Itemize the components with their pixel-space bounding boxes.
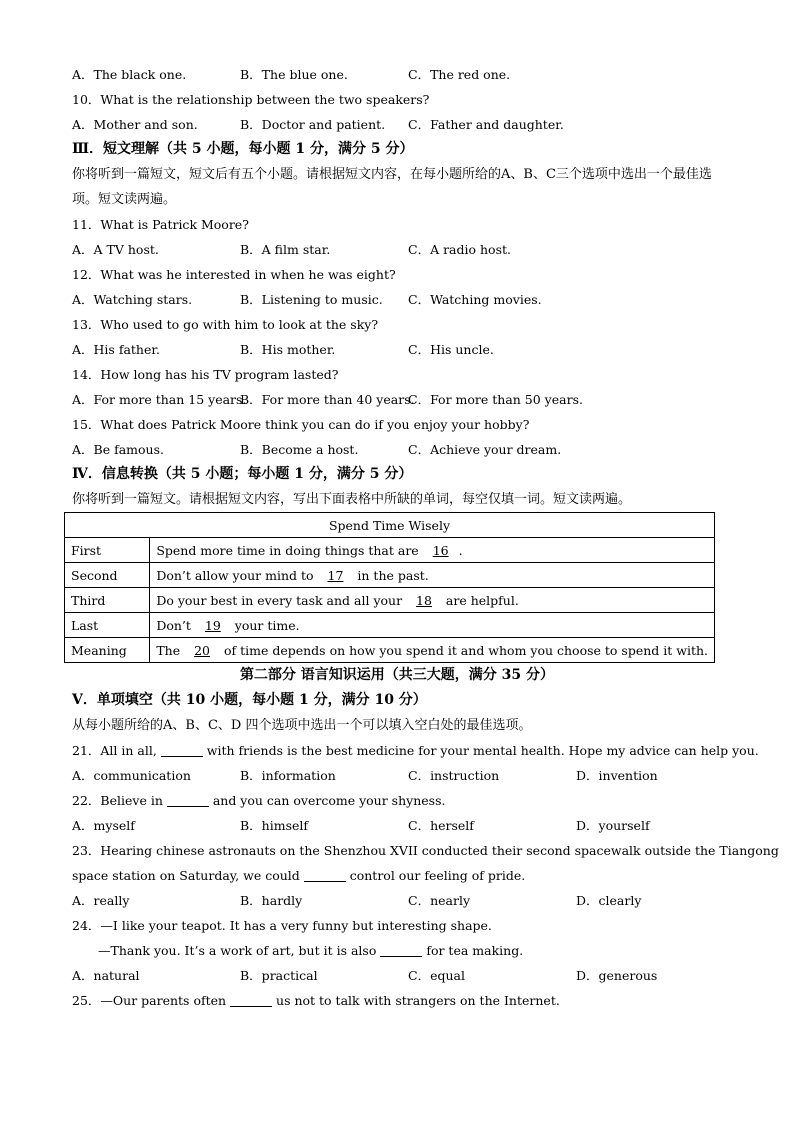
answer-blank	[230, 992, 272, 1007]
stem-text: and you can overcome your shyness.	[208, 793, 446, 808]
q22-option-c: C．herself	[408, 818, 474, 833]
q23-option-a: A．really	[72, 893, 130, 908]
q23-options	[72, 888, 722, 913]
q12-option-c: C．Watching movies.	[408, 292, 542, 307]
section3-title: Ⅲ．短文理解（共 5 小题，每小题 1 分，满分 5 分）	[72, 141, 414, 157]
q15-options	[72, 437, 722, 462]
q21-option-c: C．instruction	[408, 768, 500, 783]
q10-option-a: A．Mother and son.	[72, 117, 198, 132]
q15-option-c: C．Achieve your dream.	[408, 442, 562, 457]
stem-text: 25．—Our parents often	[72, 993, 231, 1008]
row-text: in the past.	[353, 567, 429, 583]
q12-stem: 12．What was he interested in when he was eight?	[72, 267, 396, 282]
stem-text: 21．All in all,	[72, 743, 161, 758]
q9-option-c: C．The red one.	[408, 67, 511, 82]
q13-option-a: A．His father.	[72, 342, 160, 357]
q12-option-a: A．Watching stars.	[72, 292, 193, 307]
table-row	[65, 638, 715, 663]
q24-option-d: D．generous	[576, 968, 658, 983]
blank-17: 17	[327, 567, 344, 583]
row-label: Second	[65, 563, 150, 588]
q15-option-b: B．Become a host.	[240, 442, 359, 457]
q9-option-a: A．The black one.	[72, 67, 187, 82]
q12-options	[72, 287, 722, 312]
q23-option-c: C．nearly	[408, 893, 470, 908]
stem-text: —Thank you. It’s a work of art, but it is also	[98, 943, 381, 958]
row-label: First	[65, 538, 150, 563]
q23-stem-line2	[72, 863, 722, 888]
section5-title: Ⅴ．单项填空（共 10 小题，每小题 1 分，满分 10 分）	[72, 692, 427, 708]
section4-instruction: 你将听到一篇短文。请根据短文内容，写出下面表格中所缺的单词，每空仅填一词。短文读两遍。	[72, 492, 632, 507]
q23-option-d: D．clearly	[576, 893, 642, 908]
table-row	[65, 613, 715, 638]
q22-option-d: D．yourself	[576, 818, 650, 833]
q21-option-d: D．invention	[576, 768, 658, 783]
row-label: Last	[65, 613, 150, 638]
table-title: Spend Time Wisely	[65, 513, 715, 538]
stem-text: for tea making.	[422, 943, 524, 958]
q14-option-c: C．For more than 50 years.	[408, 392, 583, 407]
row-text: Don’t allow your mind to	[156, 567, 318, 583]
q13-option-b: B．His mother.	[240, 342, 336, 357]
q15-stem: 15．What does Patrick Moore think you can do if you enjoy your hobby?	[72, 417, 530, 432]
row-text: your time.	[230, 617, 300, 633]
q11-option-a: A．A TV host.	[72, 242, 159, 257]
stem-text: control our feeling of pride.	[345, 868, 526, 883]
answer-blank	[304, 867, 346, 882]
q22-stem	[72, 788, 722, 813]
stem-text: space station on Saturday, we could	[72, 868, 304, 883]
q24-option-a: A．natural	[72, 968, 140, 983]
row-content	[150, 563, 715, 588]
q11-option-c: C．A radio host.	[408, 242, 511, 257]
q23-option-b: B．hardly	[240, 893, 303, 908]
row-text: Spend more time in doing things that are	[156, 542, 423, 558]
q24-option-b: B．practical	[240, 968, 318, 983]
table-row	[65, 538, 715, 563]
row-label: Third	[65, 588, 150, 613]
q10-option-b: B．Doctor and patient.	[240, 117, 386, 132]
q22-option-a: A．myself	[72, 818, 135, 833]
q24-options	[72, 963, 722, 988]
stem-text: 22．Believe in	[72, 793, 167, 808]
row-content	[150, 638, 715, 663]
q22-options	[72, 813, 722, 838]
row-text: The	[156, 642, 185, 658]
q14-options	[72, 387, 722, 412]
q14-option-b: B．For more than 40 years.	[240, 392, 415, 407]
q13-stem: 13．Who used to go with him to look at the sky?	[72, 317, 379, 332]
row-label: Meaning	[65, 638, 150, 663]
q23-stem-line1: 23．Hearing chinese astronauts on the Shenzhou XVII conducted their second spacewalk outside the Tiangong	[72, 843, 779, 858]
section5-instruction: 从每小题所给的A、B、C、D 四个选项中选出一个可以填入空白处的最佳选项。	[72, 718, 532, 733]
q21-option-b: B．information	[240, 768, 336, 783]
row-text: Don’t	[156, 617, 195, 633]
stem-text: us not to talk with strangers on the Internet.	[272, 993, 560, 1008]
blank-16: 16	[432, 542, 449, 558]
answer-blank	[167, 792, 209, 807]
blank-19: 19	[204, 617, 221, 633]
table-row	[65, 588, 715, 613]
q22-option-b: B．himself	[240, 818, 309, 833]
q14-stem: 14．How long has his TV program lasted?	[72, 367, 339, 382]
row-text: Do your best in every task and all your	[156, 592, 407, 608]
q24-stem-line2	[72, 938, 722, 963]
exam-page	[71, 62, 779, 1013]
table-row	[65, 563, 715, 588]
spend-time-table	[64, 512, 715, 663]
q21-options	[72, 763, 722, 788]
q10-stem: 10．What is the relationship between the two speakers?	[72, 92, 430, 107]
part2-title: 第二部分 语言知识运用（共三大题，满分 35 分）	[239, 667, 555, 683]
q13-options	[72, 337, 722, 362]
q13-option-c: C．His uncle.	[408, 342, 494, 357]
q10-option-c: C．Father and daughter.	[408, 117, 564, 132]
q14-option-a: A．For more than 15 years.	[72, 392, 247, 407]
q11-stem: 11．What is Patrick Moore?	[72, 217, 249, 232]
answer-blank	[161, 742, 203, 757]
q9-options	[72, 62, 722, 87]
row-text: .	[458, 542, 463, 558]
q11-option-b: B．A film star.	[240, 242, 331, 257]
blank-18: 18	[416, 592, 432, 608]
row-text: of time depends on how you spend it and whom you choose to spend it with.	[219, 642, 708, 658]
row-content	[150, 613, 715, 638]
q24-stem-line1: 24．—I like your teapot. It has a very funny but interesting shape.	[72, 918, 492, 933]
row-content	[150, 538, 715, 563]
answer-blank	[380, 942, 422, 957]
q21-stem	[72, 738, 759, 763]
q12-option-b: B．Listening to music.	[240, 292, 383, 307]
q10-options	[72, 112, 722, 137]
section3-instruction: 你将听到一篇短文，短文后有五个小题。请根据短文内容，在每小题所给的A、B、C三个选项中选出一个最佳选项。短文读两遍。	[72, 167, 712, 207]
blank-20: 20	[194, 642, 210, 658]
row-content	[150, 588, 715, 613]
table-title-row	[65, 513, 715, 538]
stem-text: with friends is the best medicine for your mental health. Hope my advice can help you.	[202, 743, 759, 758]
section4-title: Ⅳ．信息转换（共 5 小题；每小题 1 分，满分 5 分）	[72, 466, 413, 482]
q25-stem	[72, 988, 722, 1013]
q15-option-a: A．Be famous.	[72, 442, 164, 457]
q11-options	[72, 237, 722, 262]
row-text: are helpful.	[441, 592, 519, 608]
q24-option-c: C．equal	[408, 968, 465, 983]
q9-option-b: B．The blue one.	[240, 67, 348, 82]
q21-option-a: A．communication	[72, 768, 191, 783]
